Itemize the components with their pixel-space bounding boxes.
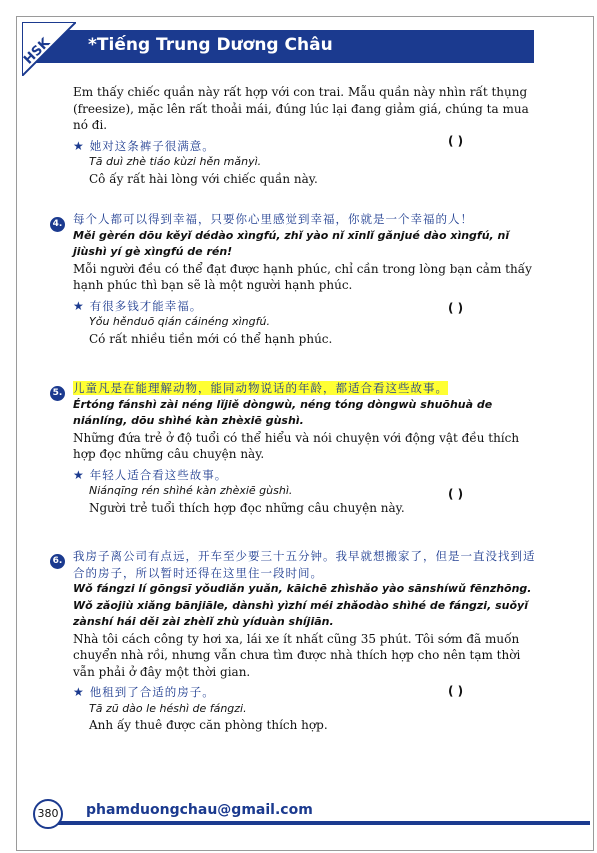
passage-pinyin: Měi gèrén dōu kěyǐ dédào xìngfú, zhǐ yào nǐ xīnlǐ gǎnjué dào xìngfú, nǐ jiùshì yí gè xìngfú de rén! [73,228,510,258]
passage-vi: Mỗi người đều có thể đạt được hạnh phúc, chỉ cần trong lòng bạn cảm thấy hạnh phúc thì bạn sẽ là một người hạnh phúc. [73,261,532,292]
statement-zh: 他租到了合适的房子。 [89,685,215,699]
statement-vi: Người trẻ tuổi thích hợp đọc những câu chuyện này. [89,500,405,515]
hsk-badge-label: HSK [21,35,54,68]
footer-rule [50,821,590,825]
answer-blank[interactable]: ( ) [448,301,464,315]
statement-zh: 年轻人适合看这些故事。 [89,467,228,482]
answer-blank[interactable]: ( ) [448,684,464,698]
passage-zh: 我房子离公司有点远，开车至少要三十五分钟。我早就想搬家了，但是一直没找到适合的房子，所以暂时还得在这里住一段时间。 [73,549,536,580]
statement-vi: Anh ấy thuê được căn phòng thích hợp. [89,718,328,732]
passage-pinyin: Értóng fánshì zài néng lǐjiě dòngwù, néng tóng dòngwù shuōhuà de niánlíng, dōu shìhé kàn zhèxiē gùshì. [73,397,493,427]
statement-zh: 她对这条裤子很满意。 [89,138,215,153]
statement-pinyin: Tā zū dào le héshì de fángzi. [89,701,247,715]
passage-zh: 每个人都可以得到幸福，只要你心里感觉到幸福，你就是一个幸福的人！ [73,212,473,226]
statement-vi: Có rất nhiều tiền mới có thể hạnh phúc. [89,331,333,346]
header-title: *Tiếng Trung Dương Châu [88,35,333,55]
question-number: 4. [50,217,65,232]
statement [73,684,543,701]
exercise-block-6 [73,548,543,734]
footer-email[interactable]: phamduongchau@gmail.com [86,802,313,818]
statement [73,298,543,315]
question-number: 6. [50,554,65,569]
answer-blank[interactable]: ( ) [448,487,464,501]
exercise-block-5 [73,380,543,516]
star-icon: ★ [73,298,84,313]
page-number: 380 [33,799,63,829]
question-number: 5. [50,386,65,401]
statement-pinyin: Yǒu hěnduō qián cáinéng xìngfú. [89,315,270,328]
passage-vi: Những đứa trẻ ở độ tuổi có thể hiểu và nói chuyện với động vật đều thích hợp đọc những câu chuyện này. [73,430,520,461]
passage-pinyin: Wǒ fángzi lí gōngsī yǒudiǎn yuǎn, kāichē zhìshǎo yào sānshíwǔ fēnzhōng. Wǒ zǎojiù xiǎng bānjiāle, dànshì yìzhí méi zhǎodào shìhé de fángzi, suǒyǐ zànshí hái děi zài zhèlǐ zhù yíduàn shíjiān. [73,582,532,628]
star-icon: ★ [73,685,84,699]
exercise-block-4 [73,211,543,347]
passage-vi: Em thấy chiếc quần này rất hợp với con trai. Mẫu quần này nhìn rất thụng (freesize), mặc lên rất thoải mái, đúng lúc lại đang giảm giá, chúng ta mua nó đi. [73,85,529,132]
star-icon: ★ [73,467,84,482]
statement-zh: 有很多钱才能幸福。 [89,298,203,313]
statement [73,467,543,484]
passage-vi: Nhà tôi cách công ty hơi xa, lái xe ít nhất cũng 35 phút. Tôi sớm đã muốn chuyển nhà rồi, nhưng vẫn chưa tìm được nhà thích hợp cho nên tạm thời vẫn phải ở đây một thời gian. [73,631,521,679]
exercise-block-3 [73,84,543,187]
statement-pinyin: Niánqīng rén shìhé kàn zhèxiē gùshì. [89,484,293,497]
statement [73,138,543,155]
passage-zh [73,380,543,397]
highlighted-text: 儿童凡是在能理解动物，能同动物说话的年龄，都适合看这些故事。 [73,381,448,395]
statement-vi: Cô ấy rất hài lòng với chiếc quần này. [89,171,318,186]
star-icon: ★ [73,138,84,153]
statement-pinyin: Tā duì zhè tiáo kùzi hěn mǎnyì. [89,155,262,168]
answer-blank[interactable]: ( ) [448,134,464,148]
